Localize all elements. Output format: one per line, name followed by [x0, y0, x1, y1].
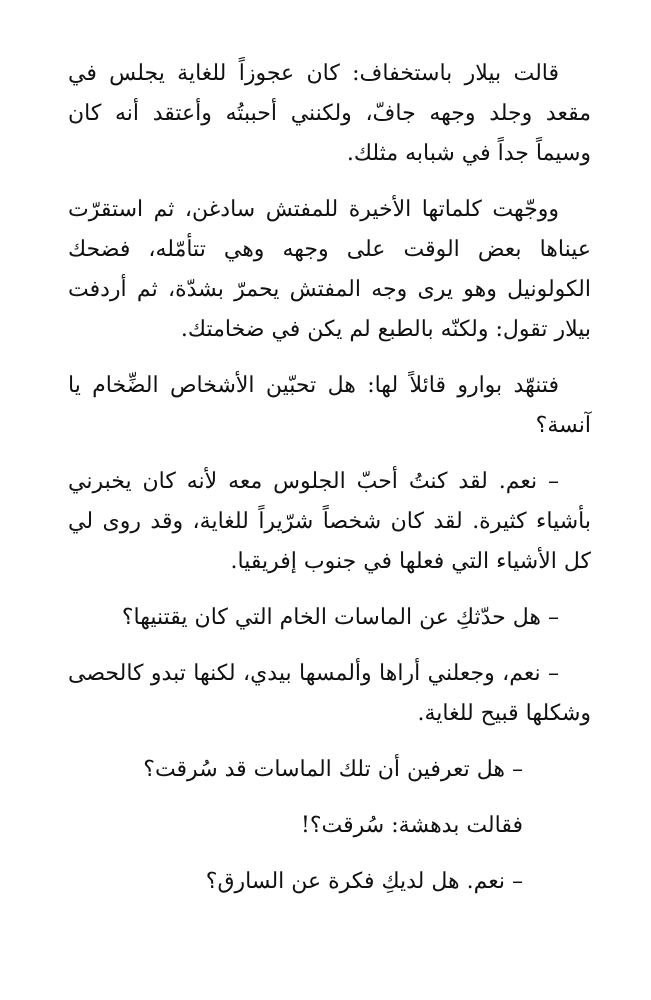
- paragraph-3: فتنهّد بوارو قائلاً لها: هل تحبّين الأشخاص الضِّخام يا آنسة؟: [68, 373, 591, 438]
- paragraph-8: فقالت بدهشة: سُرقت؟!: [301, 813, 523, 838]
- paragraph-7: – هل تعرفين أن تلك الماسات قد سُرقت؟: [143, 757, 523, 782]
- paragraph-6: – نعم، وجعلني أراها وألمسها بيدي، لكنها تبدو كالحصى وشكلها قبيح للغاية.: [68, 661, 591, 726]
- paragraph-4: – نعم. لقد كنتُ أحبّ الجلوس معه لأنه كان يخبرني بأشياء كثيرة. لقد كان شخصاً شرّيراً للغاية، وقد روى لي كل الأشياء التي فعلها في جنوب إفريقيا.: [68, 469, 591, 574]
- paragraph-2: ووجّهت كلماتها الأخيرة للمفتش سادغن، ثم استقرّت عيناها بعض الوقت على وجهه وهي تتأمّله، فضحك الكولونيل وهو يرى وجه المفتش يحمرّ بشدّة، ثم أردفت بيلار تقول: ولكنّه بالطبع لم يكن في ضخامتك.: [68, 197, 591, 342]
- paragraph-5: – هل حدّثكِ عن الماسات الخام التي كان يقتنيها؟: [121, 605, 559, 630]
- paragraph-1: قالت بيلار باستخفاف: كان عجوزاً للغاية يجلس في مقعد وجلد وجهه جافّ، ولكنني أحببتُه وأعتقد أنه كان وسيماً جداً في شبابه مثلك.: [68, 61, 591, 166]
- paragraph-9: – نعم. هل لديكِ فكرة عن السارق؟: [205, 869, 523, 894]
